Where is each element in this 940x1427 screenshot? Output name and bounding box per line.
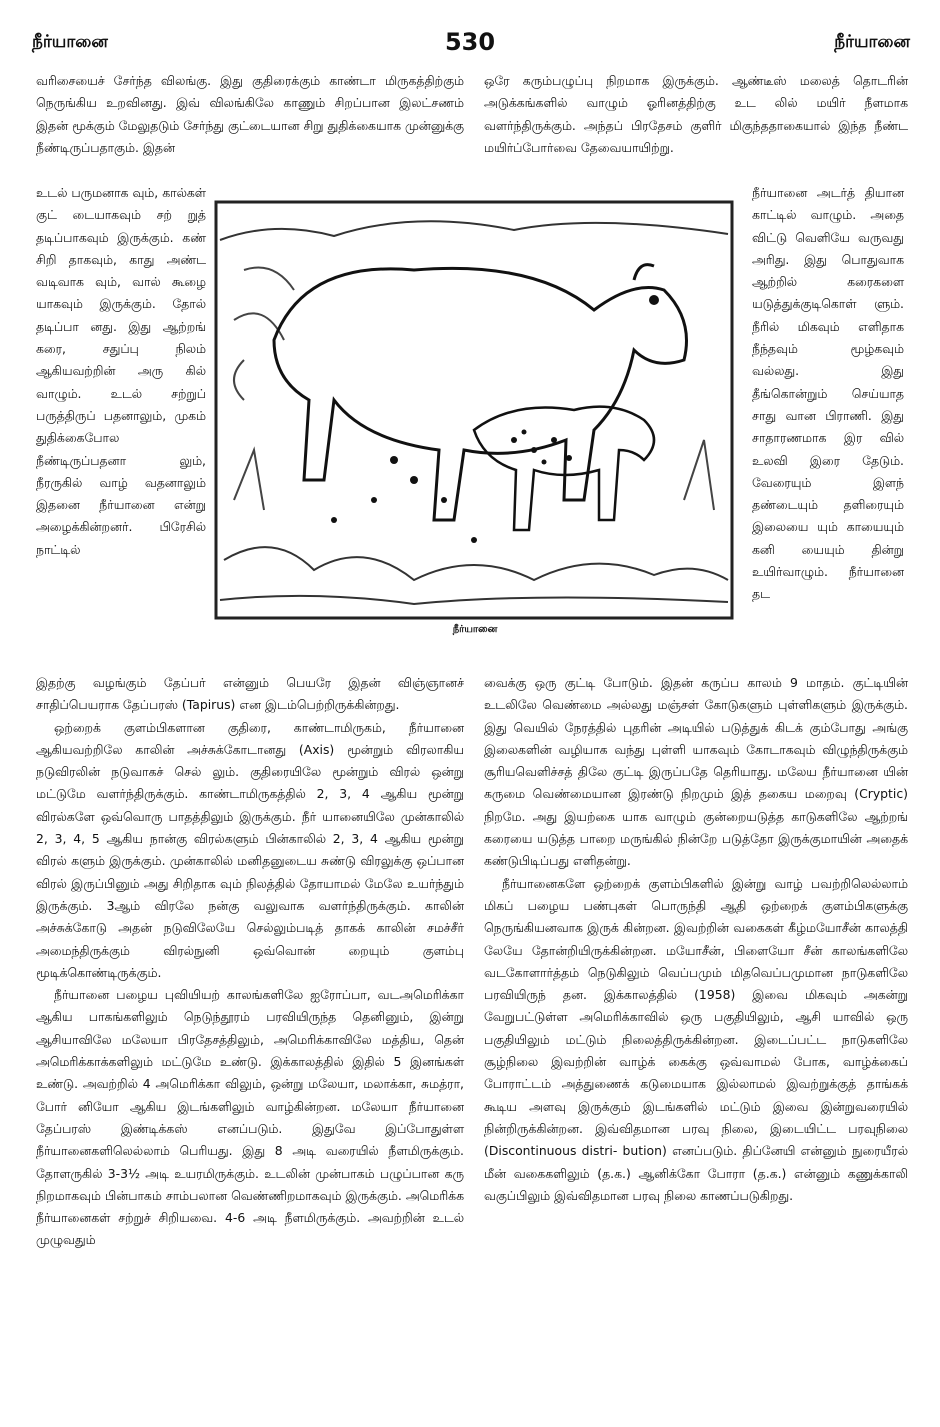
page-header	[24, 28, 916, 64]
paragraph: வரிசையைச் சேர்ந்த விலங்கு. இது குதிரைக்கும் காண்டா மிருகத்திற்கும் நெருங்கிய உறவினது. இவ் விலங்கிலே காணும் சிறப்பான இலட்சணம் இதன் மூக்கும் மேலுதடும் சேர்ந்து குட்டையான சிறு துதிக்கையாக முன்னுக்கு நீண்டிருப்பதாகும். இதன்	[36, 73, 464, 155]
left-column-top-text	[36, 70, 464, 159]
paragraph: நீர்யானைகளே ஒற்றைக் குளம்பிகளில் இன்று வாழ் பவற்றிலெல்லாம் மிகப் பழைய பண்புகள் பொருந்தி ஆதி ஒற்றைக் குளம்பிகளுக்கு நெருங்கியனவாக இருக் கின்றன. இவற்றின் வகைகள் கீழ்மயோசீன் காலத்தி லேயே தோன்றியிருக்கின்றன. மயோசீன், பிளையோ சீன் காலங்களிலே வடகோளார்த்தம் நெடுகிலும் வெப்பமும் மிதவெப்பமுமான நாடுகளிலே பரவியிருந் தன. இக்காலத்தில் (1958) இவை மிகவும் அகன்று வேறுபட்டுள்ள அமெரிக்காவில் ஒரு பகுதியிலும், ஆசி யாவில் ஒரு பகுதியிலும் மட்டும் நிலைத்திருக்கின்றன. இடைப்பட்ட நாடுகளிலே சூழ்நிலை இவற்றின் வாழ்க் கைக்கு ஒவ்வாமல் போக, வாழ்க்கைப் போராட்டம் அத்துணைக் கடுமையாக இல்லாமல் இவற்றுக்குத் தாங்கக் கூடிய அளவு இருக்கும் இடங்களில் மட்டும் இவை இன்றுவரையில் நின்றிருக்கின்றன. இவ்விதமான பரவு நிலை, இடையிட்ட பரவுநிலை (Discontinuous distri- bution) எனப்படும். திப்னேயி என்னும் நுரையீரல் மீன் வகைகளிலும் (த.க.) ஆனிக்கோ போரா (த.க.) என்னும் கணுக்காலி வகுப்பிலும் இவ்விதமான பரவு நிலை காணப்படுகிறது.	[484, 875, 908, 1203]
page-number: 530	[444, 28, 496, 56]
right-column-wrap-text	[752, 182, 904, 606]
paragraph: இதற்கு வழங்கும் தேப்பர் என்னும் பெயரே இதன் விஞ்ஞானச் சாதிப்பெயராக தேப்பரஸ் (Tapirus) என இடம்பெற்றிருக்கின்றது.	[36, 675, 464, 713]
tapir-figure	[214, 200, 734, 620]
right-column-top-text	[484, 70, 908, 159]
left-column-bottom-text	[36, 672, 464, 1252]
tapir-illustration-icon	[214, 200, 734, 620]
left-column-wrap-text	[36, 182, 206, 561]
paragraph: ஒரே கரும்பழுப்பு நிறமாக இருக்கும். ஆண்டீஸ் மலைத் தொடரின் அடுக்கங்களில் வாழும் ஓரினத்திற்கு உட லில் மயிர் நீளமாக வளர்ந்திருக்கும். அந்தப் பிரதேசம் குளிர் மிகுந்ததாகையால் இந்த நீண்ட மயிர்ப்போர்வை தேவையாயிற்று.	[484, 73, 908, 155]
running-head-right: நீர்யானை	[834, 32, 910, 52]
paragraph: உடல் பருமனாக வும், கால்கள் குட் டையாகவும் சற் றுத் தடிப்பாகவும் இருக்கும். கண் சிறி தாகவும், காது அண்ட வடிவாக வும், வால் கூழை யாகவும் இருக்கும். தோல் தடிப்பா னது. இது ஆற்றங் கரை, சதுப்பு நிலம் ஆகியவற்றின் அரு கில் வாழும். உடல் சற்றுப் பருத்திருப் பதனாலும், முகம் துதிக்கைபோல நீண்டிருப்பதனா லும், நீரருகில் வாழ் வதனாலும் இதனை நீர்யானை என்று அழைக்கின்றனர். பிரேசில் நாட்டில்	[36, 185, 206, 557]
paragraph: நீர்யானை பழைய புவியியற் காலங்களிலே ஐரோப்பா, வடஅமெரிக்கா ஆகிய பாகங்களிலும் நெடுந்தூரம் பரவியிருந்த தெனினும், இன்று ஆசியாவிலே மலேயா பிரதேசத்திலும், அமெரிக்காவிலே மத்திய, தென் அமெரிக்காக்களிலும் மட்டுமே உண்டு. இக்காலத்தில் இதில் 5 இனங்கள் உண்டு. அவற்றில் 4 அமெரிக்கா விலும், ஒன்று மலேயா, மலாக்கா, சுமத்ரா, போர் னியோ ஆகிய இடங்களிலும் வாழ்கின்றன. மலேயா நீர்யானை தேப்பரஸ் இண்டிக்கஸ் எனப்படும். இதுவே இப்போதுள்ள நீர்யானைகளிலெல்லாம் பெரியது. இது 8 அடி வரையில் நீளமிருக்கும். தோளருகில் 3-3½ அடி உயரமிருக்கும். உடலின் முன்பாகம் பழுப்பான கரு நிறமாகவும் பின்பாகம் சாம்பலான வெண்ணிறமாகவும் இருக்கும். அமெரிக்க நீர்யானைகள் சற்றுச் சிறியவை. 4-6 அடி நீளமிருக்கும். அவற்றின் உடல் முழுவதும்	[36, 987, 464, 1248]
right-column-bottom-text	[484, 672, 908, 1207]
running-head-left: நீர்யானை	[32, 32, 108, 52]
paragraph: வைக்கு ஒரு குட்டி போடும். இதன் கருப்ப காலம் 9 மாதம். குட்டியின் உடலிலே வெண்மை அல்லது மஞ்சள் கோடுகளும் புள்ளிகளும் இருக்கும். இது வெயில் நேரத்தில் புதரின் அடியில் படுத்துக் கிடக் கும்போது அங்கு இலைகளின் வழியாக வந்து புள்ளி யாகவும் கோடாகவும் விழுந்திருக்கும் சூரியவெளிச்சத் திலே குட்டி இருப்பதே தெரியாது. மலேய நீர்யானை யின் கருமை வெண்மையான இரண்டு நிறமும் இத் தகைய மறைவு (Cryptic) நிறமே. அது இயற்கை யாக வாழும் குன்றையடுத்த காடுகளிலே ஆற்றங் கரையை யடுத்த பாறை மருங்கில் நின்றே படுத்தோ இருக்குமாயின் அதைக் கண்டுபிடிப்பது எளிதன்று.	[484, 675, 908, 869]
paragraph: நீர்யானை அடர்த் தியான காட்டில் வாழும். அதை விட்டு வெளியே வருவது அரிது. இது பொதுவாக ஆற்றில் கரைகளை யடுத்துக்குடிகொள் ளும். நீரில் மிகவும் எளிதாக நீந்தவும் மூழ்கவும் வல்லது. இது தீங்கொன்றும் செய்யாத சாது வான பிராணி. இது சாதாரணமாக இர வில் உலவி இரை தேடும். வேரையும் இளந் தண்டையும் தளிரையும் இலையை யும் காயையும் கனி யையும் தின்று உயிர்வாழும். நீர்யானை தட	[752, 185, 904, 602]
figure-caption: நீர்யானை	[452, 624, 498, 635]
paragraph: ஒற்றைக் குளம்பிகளான குதிரை, காண்டாமிருகம், நீர்யானை ஆகியவற்றிலே காலின் அச்சுக்கோடானது (Axis) மூன்றும் விரலாகிய நடுவிரலின் நடுவாகச் செல் லும். குதிரையிலே மூன்றும் விரல் ஒன்று மட்டுமே வளர்ந்திருக்கும். காண்டாமிருகத்தில் 2, 3, 4 ஆகிய மூன்று விரல்களே ஒவ்வொரு பாதத்திலும் இருக்கும். நீர் யானையிலே முன்காலில் 2, 3, 4, 5 ஆகிய நான்கு விரல்களும் பின்காலில் 2, 3, 4 ஆகிய மூன்று விரல் களும் இருக்கும். முன்காலில் மனிதனுடைய சுண்டு விரலுக்கு ஒப்பான விரல் இருப்பினும் அது சிறிதாக வும் நிலத்தில் தோயாமல் மேலே உயர்ந்தும் இருக்கும். 3ஆம் விரலே நன்கு வலுவாக வளர்ந்திருக்கும். காலின் அச்சுக்கோடு அதன் நடுவிலேயே செல்லும்படித் தாகக் காலின் சமச்சீர் அமைந்திருக்கும் விரல்நுனி ஒவ்வொன் றையும் குளம்பு மூடிக்கொண்டிருக்கும்.	[36, 719, 464, 980]
